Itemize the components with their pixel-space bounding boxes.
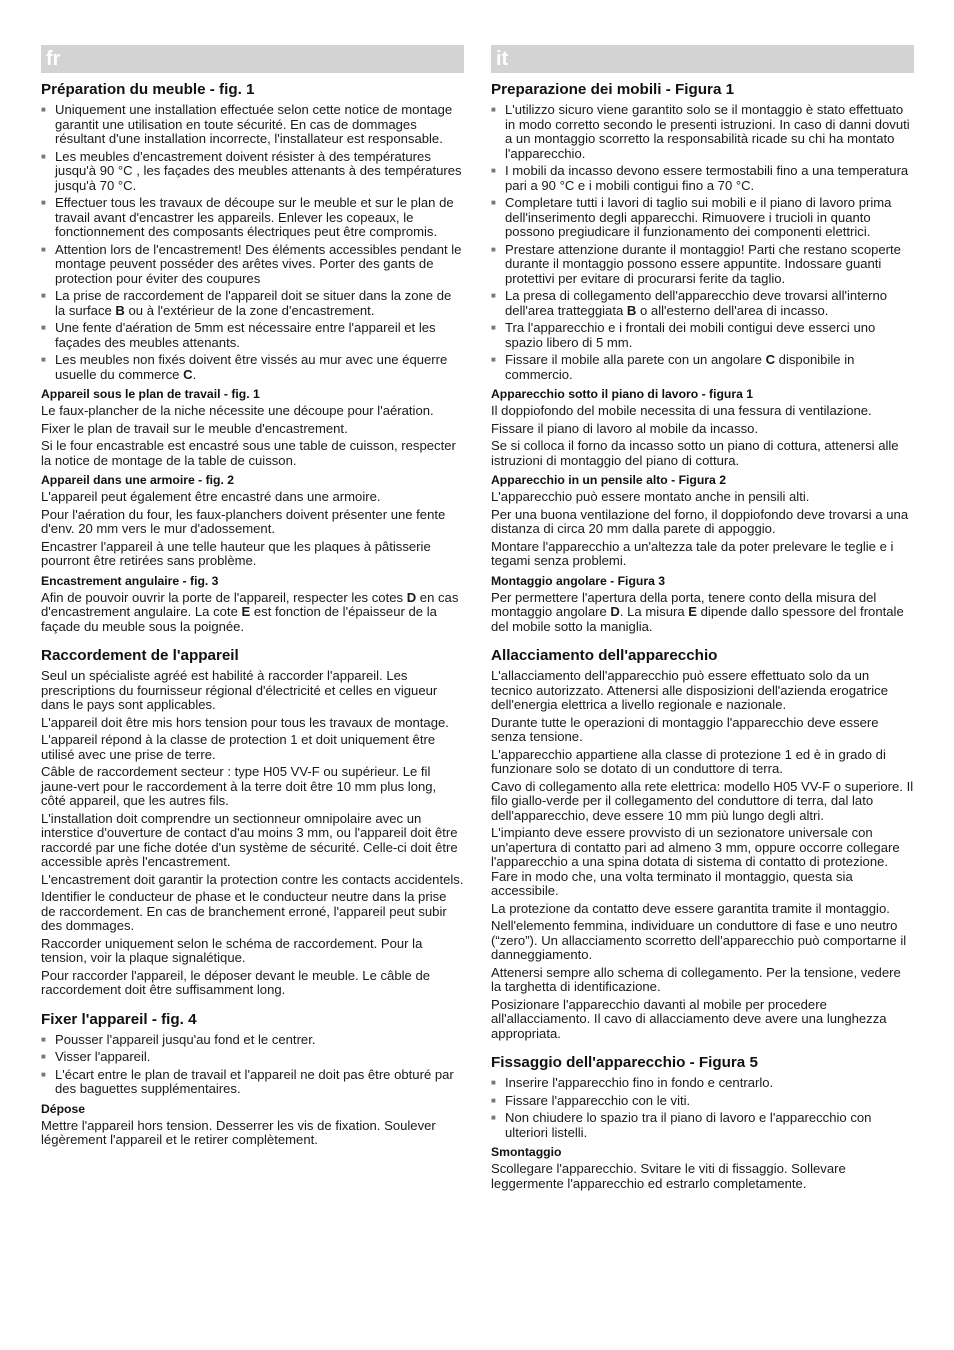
list-item: ■ Inserire l'apparecchio fino in fondo e centrarlo. — [491, 1076, 914, 1091]
paragraph: Cavo di collegamento alla rete elettrica: modello H05 VV-F o superiore. Il filo giallo-verde per il collegamento del conduttore di terra, dal lato dell'apparecchio, deve essere 10 mm più lungo degli altri. — [491, 778, 914, 823]
list-item: ■ Les meubles d'encastrement doivent résister à des températures jusqu'à 90 °C , les façades des meubles attenants à des températures jusqu'à 70 °C. — [41, 150, 464, 194]
list-item: ■ Fissare l'apparecchio con le viti. — [491, 1094, 914, 1109]
paragraph — [41, 591, 464, 635]
paragraph: Il doppiofondo del mobile necessita di una fessura di ventilazione. — [491, 403, 872, 418]
paragraph — [491, 591, 914, 635]
subheading-under-worktop: Appareil sous le plan de travail - fig. 1 — [41, 387, 260, 401]
label-e: E — [688, 604, 697, 619]
subheading-tall-cabinet: Apparecchio in un pensile alto - Figura 2 — [491, 473, 726, 487]
label-e: E — [241, 604, 251, 619]
text: Afin de pouvoir ouvrir la porte de l'appareil, respecter les cotes — [41, 589, 407, 605]
list-item: ■ Effectuer tous les travaux de découpe sur le meuble et sur le plan de travail avant d'encastrer les appareils. Enlever les copeaux, le fonctionnement des composants électriques peut être compromis. — [41, 196, 464, 240]
paragraph: Pour l'aération du four, les faux-planchers doivent présenter une fente d'env. 20 mm vers le mur d'adossement. — [41, 506, 446, 536]
paragraph: Le faux-plancher de la niche nécessite une découpe pour l'aération. — [41, 403, 434, 418]
list-item: ■ Visser l'appareil. — [41, 1050, 464, 1065]
subheading-tall-cabinet: Appareil dans une armoire - fig. 2 — [41, 473, 235, 487]
list-item: ■ Pousser l'appareil jusqu'au fond et le centrer. — [41, 1033, 464, 1048]
preparation-list — [41, 103, 464, 382]
text: Per permettere l'apertura della porta, tenere conto della misura del montaggio angolare — [491, 589, 877, 619]
subheading-removal: Dépose — [41, 1101, 86, 1116]
text: en cas d'encastrement angulaire. La cote — [41, 589, 459, 619]
paragraph: Pour raccorder l'appareil, le déposer devant le meuble. Le câble de raccordement doit être suffisamment long. — [41, 967, 431, 997]
paragraph: Câble de raccordement secteur : type H05 VV-F ou supérieur. Le fil jaune-vert pour le raccordement à la terre doit être 10 mm plus long, côté appareil, que les autres fils. — [41, 764, 437, 808]
paragraph: Mettre l'appareil hors tension. Desserrer les vis de fixation. Soulever légèrement l'appareil et le retirer complètement. — [41, 1117, 436, 1147]
paragraph: Fixer le plan de travail sur le meuble d'encastrement. — [41, 420, 348, 436]
text: La prise de raccordement de l'appareil doit se situer dans la zone de la surface — [55, 288, 452, 318]
paragraph: L'encastrement doit garantir la protection contre les contacts accidentels. — [41, 871, 464, 887]
label-c: C — [183, 366, 193, 382]
text: . — [192, 366, 197, 382]
label-d: D — [610, 604, 620, 619]
column-it — [491, 45, 914, 1194]
language-header-it: it — [491, 45, 914, 73]
paragraph: Montare l'apparecchio a un'altezza tale da poter prelevare le teglie e i tegami senza problemi. — [491, 538, 894, 568]
text: Les meubles non fixés doivent être vissés au mur avec une équerre usuelle du commerce — [55, 352, 448, 382]
paragraph: Si le four encastrable est encastré sous une table de cuisson, respecter la notice de montage de la table de cuisson. — [41, 438, 456, 468]
paragraph: Per una buona ventilazione del forno, il doppiofondo deve trovarsi a una distanza di circa 20 mm dalla parete di appoggio. — [491, 506, 909, 536]
paragraph: L'installation doit comprendre un sectionneur omnipolaire avec un interstice d'ouverture de contact d'au moins 3 mm, ou l'appareil doit être raccordé par une fiche dotée d'un système de sécurité. Celle-ci doit être accessible après l'encastrement. — [41, 810, 458, 869]
preparation-list — [491, 103, 914, 382]
paragraph: Scollegare l'apparecchio. Svitare le viti di fissaggio. Sollevare leggermente l'apparecchio ed estrarlo completamente. — [491, 1161, 846, 1191]
fixing-list — [41, 1033, 464, 1097]
heading-fixing: Fissaggio dell'apparecchio - Figura 5 — [491, 1054, 758, 1071]
heading-connection: Raccordement de l'appareil — [41, 647, 239, 664]
paragraph: Fissare il piano di lavoro al mobile da incasso. — [491, 420, 759, 436]
paragraph: L'impianto deve essere provvisto di un sezionatore universale con un'apertura di contatto pari ad almeno 3 mm, oppure occorre collegare l'apparecchio a una spina dotata di sistema di contatto di protezione. Fare in modo che, una volta terminato il montaggio, questa sia accessibile. — [491, 825, 900, 898]
fixing-list — [491, 1076, 914, 1140]
paragraph: L'appareil répond à la classe de protection 1 et doit uniquement être utilisé avec une prise de terre. — [41, 732, 436, 762]
list-item: ■ Prestare attenzione durante il montaggio! Parti che restano scoperte durante il montaggio possono essere appuntite. Indossare guanti protettivi per evitare di procurarsi ferite da taglio. — [491, 243, 914, 287]
paragraph: Identifier le conducteur de phase et le conducteur neutre dans la prise de raccordement. En cas de branchement erroné, l'appareil peut subir des dommages. — [41, 889, 447, 933]
list-item: ■ Tra l'apparecchio e i frontali dei mobili contigui deve esserci uno spazio libero di 5 mm. — [491, 321, 914, 350]
text: ou à l'extérieur de la zone d'encastrement. — [124, 302, 375, 318]
paragraph: Se si colloca il forno da incasso sotto un piano di cottura, attenersi alle istruzioni di montaggio del piano di cottura. — [491, 438, 899, 468]
subheading-removal: Smontaggio — [491, 1145, 562, 1159]
heading-fixing: Fixer l'appareil - fig. 4 — [41, 1010, 197, 1028]
paragraph: Nell'elemento femmina, individuare un conduttore di fase e uno neutro (“zero”). Un allacciamento scorretto dell'apparecchio può comportarne il danneggiamento. — [491, 918, 907, 962]
heading-preparation: Préparation du meuble - fig. 1 — [41, 81, 255, 98]
list-item — [41, 289, 464, 318]
list-item — [41, 353, 464, 382]
paragraph: Seul un spécialiste agréé est habilité à raccorder l'appareil. Les prescriptions du fournisseur régional d'électricité et celles en vigueur dans le pays sont applicables. — [41, 668, 438, 712]
list-item: ■ L'utilizzo sicuro viene garantito solo se il montaggio è stato effettuato in modo corretto secondo le presenti istruzioni. In caso di danni dovuti a un montaggio scorretto la responsabilità ricade su chi ha montato l'apparecchio. — [491, 103, 914, 161]
subheading-corner: Encastrement angulaire - fig. 3 — [41, 573, 219, 588]
text: o all'esterno dell'area di incasso. — [636, 302, 829, 318]
paragraph: La protezione da contatto deve essere garantita tramite il montaggio. — [491, 900, 890, 916]
language-header-fr: fr — [41, 45, 464, 73]
paragraph: L'apparecchio può essere montato anche in pensili alti. — [491, 489, 810, 504]
column-fr — [41, 45, 464, 1151]
text: est fonction de l'épaisseur de la façade du meuble sous la poignée. — [41, 604, 437, 634]
list-item — [491, 289, 914, 318]
paragraph: Posizionare l'apparecchio davanti al mobile per procedere all'allacciamento. Il cavo di allacciamento deve avere una lunghezza appropriata. — [491, 996, 887, 1041]
paragraph: Raccorder uniquement selon le schéma de raccordement. Pour la tension, voir la plaque signalétique. — [41, 935, 423, 965]
label-d: D — [406, 589, 417, 605]
paragraph: L'appareil doit être mis hors tension pour tous les travaux de montage. — [41, 714, 449, 730]
label-b: B — [626, 302, 637, 318]
paragraph: Encastrer l'appareil à une telle hauteur que les plaques à pâtisserie pourront être retirées sans problème. — [41, 538, 431, 568]
list-item: ■ L'écart entre le plan de travail et l'appareil ne doit pas être obturé par des baguettes supplémentaires. — [41, 1068, 464, 1097]
text: dipende dallo spessore del frontale del mobile sotto la maniglia. — [491, 604, 904, 634]
paragraph: Attenersi sempre allo schema di collegamento. Per la tensione, vedere la targhetta di identificazione. — [491, 964, 901, 994]
list-item: ■ I mobili da incasso devono essere termostabili fino a una temperatura pari a 90 °C e i mobili contigui fino a 70 °C. — [491, 164, 914, 193]
heading-connection: Allacciamento dell'apparecchio — [491, 647, 718, 664]
text: . La misura — [619, 604, 689, 619]
label-b: B — [115, 302, 125, 318]
list-item: ■ Non chiudere lo spazio tra il piano di lavoro e l'apparecchio con ulteriori listelli. — [491, 1111, 914, 1140]
list-item: ■ Une fente d'aération de 5mm est nécessaire entre l'appareil et les façades des meubles attenants. — [41, 321, 464, 350]
text: disponibile in commercio. — [505, 352, 855, 382]
label-c: C — [765, 352, 776, 367]
list-item: ■ Uniquement une installation effectuée selon cette notice de montage garantit une utilisation en toute sécurité. En cas de dommages résultant d'une installation incorrecte, l'installateur est responsable. — [41, 103, 464, 147]
list-item — [491, 353, 914, 382]
paragraph: L'apparecchio appartiene alla classe di protezione 1 ed è in grado di funzionare solo se dotato di un conduttore di terra. — [491, 746, 886, 776]
subheading-under-worktop: Apparecchio sotto il piano di lavoro - figura 1 — [491, 387, 754, 401]
heading-preparation: Preparazione dei mobili - Figura 1 — [491, 81, 735, 98]
paragraph: L'appareil peut également être encastré dans une armoire. — [41, 489, 381, 504]
paragraph: Durante tutte le operazioni di montaggio l'apparecchio deve essere senza tensione. — [491, 714, 879, 744]
list-item: ■ Completare tutti i lavori di taglio sui mobili e il piano di lavoro prima dell'inserimento degli apparecchi. Rimuovere i trucioli in quanto possono pregiudicare il funzionamento dei componenti elettrici. — [491, 196, 914, 240]
paragraph: L'allacciamento dell'apparecchio può essere effettuato solo da un tecnico autorizzato. Attenersi alle disposizioni dell'azienda erogatrice dell'energia elettrica a livello regionale e nazionale. — [491, 668, 888, 712]
subheading-corner: Montaggio angolare - Figura 3 — [491, 573, 666, 588]
list-item: ■ Attention lors de l'encastrement! Des éléments accessibles pendant le montage peuvent posséder des arêtes vives. Porter des gants de protection pour éviter des coupures — [41, 243, 464, 287]
text: Fissare il mobile alla parete con un angolare — [505, 352, 766, 367]
text: La presa di collegamento dell'apparecchio deve trovarsi all'interno dell'area tratteggiata — [505, 288, 888, 318]
